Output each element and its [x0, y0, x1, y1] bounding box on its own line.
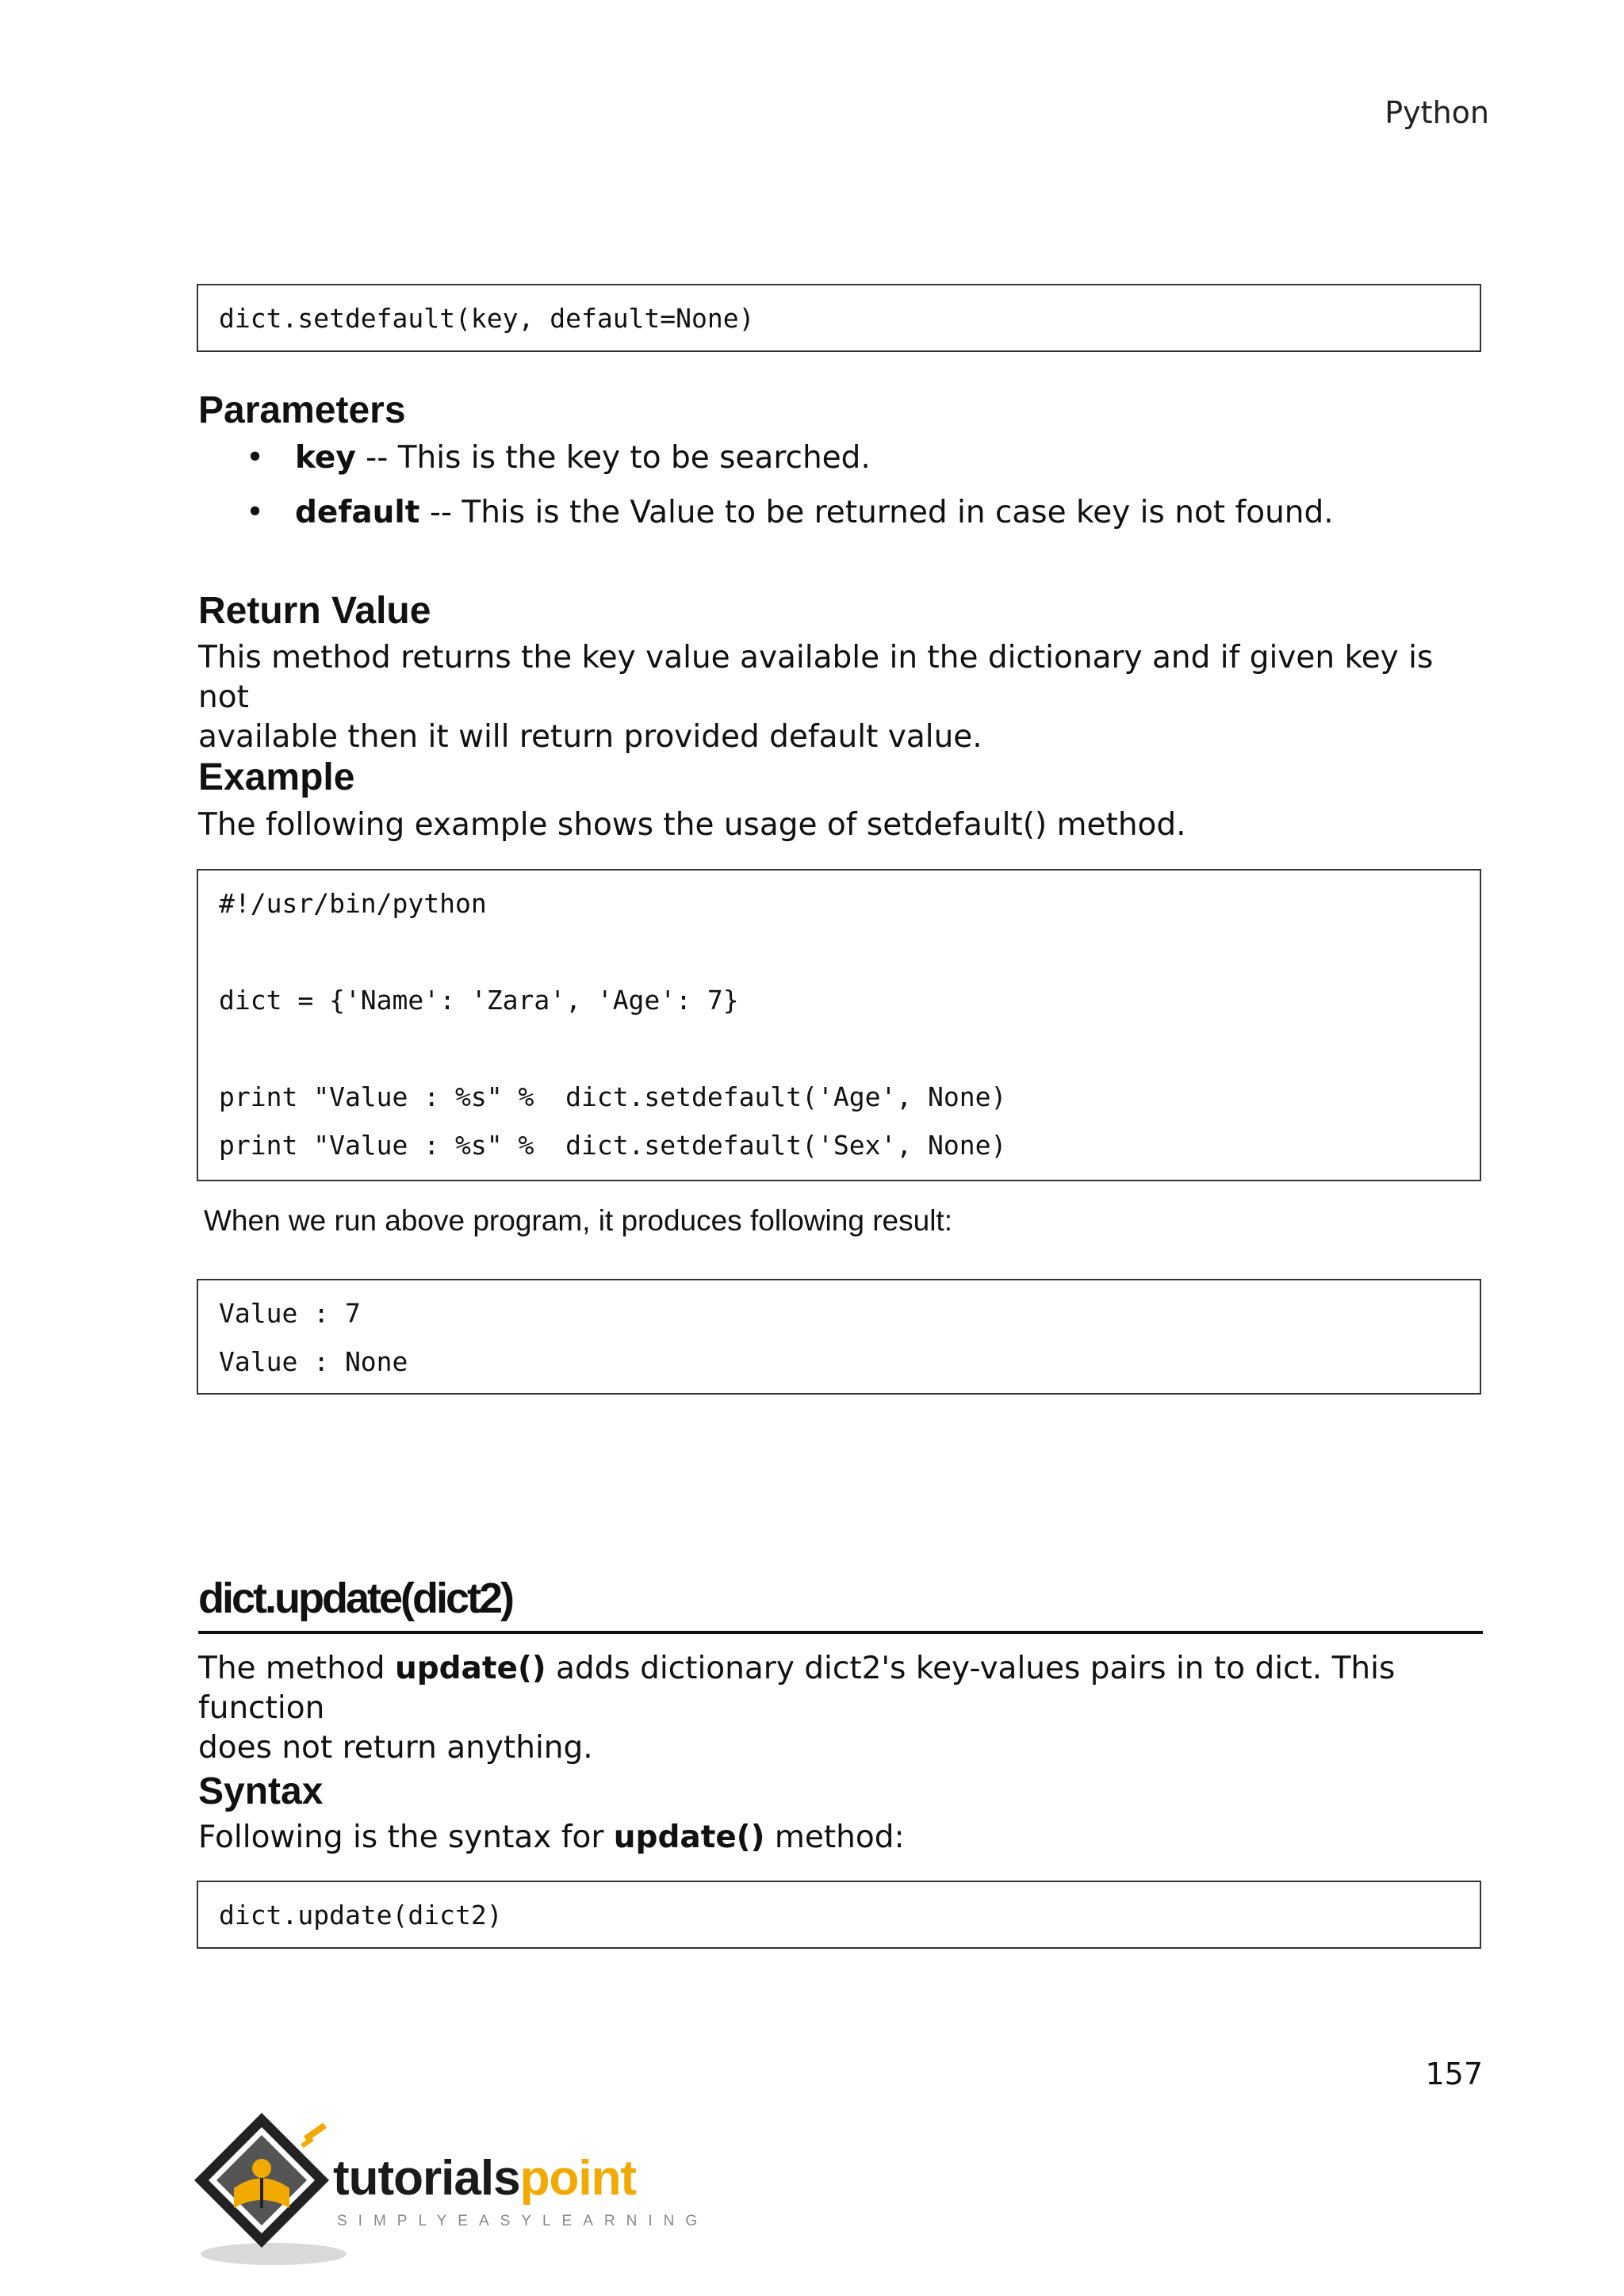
return-value-text	[198, 638, 1483, 757]
brand-tagline: SIMPLYEASYLEARNING	[337, 2213, 709, 2229]
example-intro: The following example shows the usage of setdefault() method.	[198, 807, 1186, 843]
text-line	[198, 1649, 1483, 1728]
update-syntax-code-box	[197, 1881, 1481, 1949]
bullet-icon: •	[246, 495, 265, 530]
list-item	[198, 438, 1483, 493]
code-line: dict = {'Name': 'Zara', 'Age': 7}	[219, 985, 739, 1016]
list-item	[198, 493, 1483, 548]
syntax-code-box	[197, 284, 1481, 352]
text-segment: adds dictionary dict2's key-values pairs in to dict. This function	[198, 1651, 1396, 1726]
param-desc: -- This is the Value to be returned in case key is not found.	[419, 495, 1334, 530]
syntax-heading: Syntax	[198, 1770, 324, 1812]
result-intro: When we run above program, it produces following result:	[204, 1204, 952, 1237]
code-line: Value : 7	[219, 1298, 361, 1329]
page-number: 157	[1425, 2057, 1483, 2091]
code-line: dict.setdefault(key, default=None)	[219, 303, 755, 334]
text-line: does not return anything.	[198, 1730, 593, 1766]
update-description	[198, 1649, 1483, 1768]
code-line: Value : None	[219, 1346, 408, 1377]
text-line: This method returns the key value available in the dictionary and if given key is not	[198, 640, 1434, 715]
text-segment: method:	[764, 1820, 905, 1855]
method-name: update()	[394, 1651, 546, 1686]
tutorialspoint-logo-icon	[194, 2113, 353, 2271]
return-value-heading: Return Value	[198, 590, 431, 632]
parameters-list	[198, 438, 1483, 548]
section-title: dict.update(dict2)	[198, 1574, 1483, 1634]
syntax-intro	[198, 1818, 1483, 1858]
text-segment: Following is the syntax for	[198, 1820, 614, 1855]
parameters-heading: Parameters	[198, 389, 406, 431]
result-code-box	[197, 1279, 1481, 1395]
param-desc: -- This is the key to be searched.	[355, 440, 871, 476]
method-name: update()	[613, 1820, 765, 1855]
param-term: default	[295, 495, 420, 530]
code-line: print "Value : %s" % dict.setdefault('Age', None)	[219, 1081, 1007, 1112]
code-line: dict.update(dict2)	[219, 1900, 503, 1931]
code-line: #!/usr/bin/python	[219, 888, 487, 919]
brand-name	[333, 2150, 636, 2206]
bullet-icon: •	[246, 440, 265, 476]
example-code-box	[197, 869, 1481, 1181]
param-term: key	[295, 440, 356, 476]
text-line: available then it will return provided default value.	[198, 719, 982, 755]
code-line: print "Value : %s" % dict.setdefault('Sex', None)	[219, 1130, 1007, 1161]
brand-part-1: tutorials	[333, 2151, 520, 2206]
text-segment: The method	[198, 1651, 395, 1686]
header-title: Python	[1385, 95, 1489, 130]
example-heading: Example	[198, 756, 355, 798]
brand-part-2: point	[519, 2151, 637, 2206]
